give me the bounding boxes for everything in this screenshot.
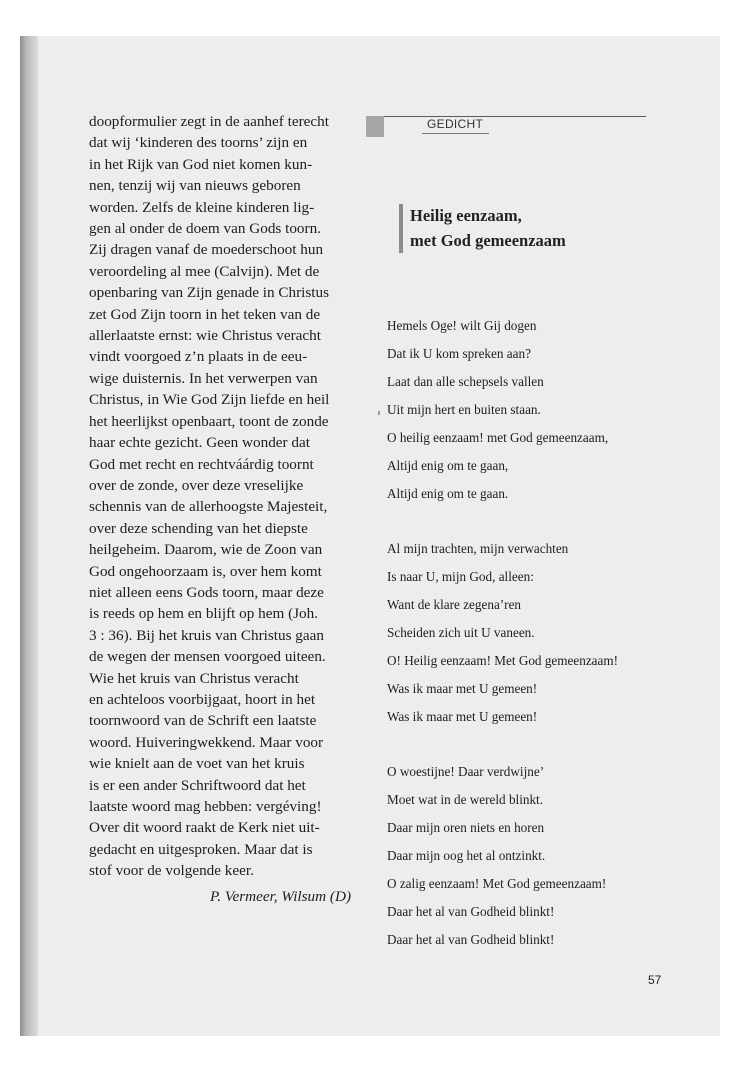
article-body-text: doopformulier zegt in de aanhef terecht dat wij ‘kinderen des toorns’ zijn en in het Rijk van God niet komen kun- nen, tenzij wij van nieuws geboren worden. Zelfs de kleine kinderen lig- gen al onder de doem van Gods toorn. Zij dragen vanaf de moederschoot hun veroordeling al mee (Calvijn). Met de openbaring van Zijn genade in Christus zet God Zijn toorn in het teken van de allerlaatste ernst: wie Christus veracht vindt voorgoed z’n plaats in de eeu- wige duisternis. In het verwerpen van Christus, in Wie God Zijn liefde en heil het heerlijkst openbaart, toont de zonde haar echte gezicht. Geen wonder dat God met recht en rechtváárdig toornt over de zonde, over deze vreselijke schennis van de allerhoogste Majesteit, over deze schending van het diepste heilgeheim. Daarom, wie de Zoon van God ongehoorzaam is, over hem komt niet alleen eens Gods toorn, maar deze is reeds op hem en blijft op hem (Joh. 3 : 36). Bij het kruis van Christus gaan de wegen der mensen voorgoed uiteen. Wie het kruis van Christus veracht en achteloos voorbijgaat, hoort in het toornwoord van de Schrift een laatste woord. Huiveringwekkend. Maar voor wie knielt aan de voet van het kruis is er een ander Schriftwoord dat het laatste woord mag hebben: vergéving! Over dit woord raakt de Kerk niet uit- gedacht en uitgesproken. Maar dat is stof voor de volgende keer. — [89, 113, 330, 880]
poem-line: Dat ik U kom spreken aan? — [387, 346, 531, 361]
poem-line: O woestijne! Daar verdwijne’ — [387, 764, 545, 779]
section-label: GEDICHT — [427, 117, 484, 131]
poem-body — [387, 316, 677, 985]
poem-title-line-1: Heilig eenzaam, — [410, 206, 522, 225]
poem-line: Laat dan alle schepsels vallen — [387, 374, 544, 389]
book-spine-shadow — [20, 36, 38, 1036]
poem-line: Was ik maar met U gemeen! — [387, 681, 538, 696]
poem-line: Daar het al van Godheid blinkt! — [387, 932, 555, 947]
poem-line: Altijd enig om te gaan, — [387, 458, 509, 473]
poem-stanza-3 — [387, 762, 677, 958]
poem-line: Uit mijn hert en buiten staan. — [387, 402, 541, 417]
article-author: P. Vermeer, Wilsum (D) — [209, 887, 351, 905]
title-accent-bar — [399, 204, 403, 253]
poem-stanza-2 — [387, 539, 677, 735]
poem-line: Daar het al van Godheid blinkt! — [387, 904, 555, 919]
poem-line: Want de klare zegena’ren — [387, 597, 522, 612]
poem-line: O zalig eenzaam! Met God gemeenzaam! — [387, 876, 607, 891]
poem-line: Is naar U, mijn God, alleen: — [387, 569, 534, 584]
scan-speck — [378, 411, 380, 415]
poem-title — [410, 203, 566, 253]
page-number: 57 — [648, 973, 662, 987]
poem-line: O heilig eenzaam! met God gemeenzaam, — [387, 430, 609, 445]
poem-line: O! Heilig eenzaam! Met God gemeenzaam! — [387, 653, 619, 668]
poem-line: Altijd enig om te gaan. — [387, 486, 509, 501]
poem-title-line-2: met God gemeenzaam — [410, 231, 566, 250]
poem-line: Daar mijn oog het al ontzinkt. — [387, 848, 546, 863]
poem-line: Was ik maar met U gemeen! — [387, 709, 538, 724]
section-rule — [384, 116, 646, 117]
section-marker-block — [366, 116, 384, 137]
poem-line: Daar mijn oren niets en horen — [387, 820, 545, 835]
section-label-underline — [422, 133, 489, 134]
article-column — [89, 111, 351, 907]
poem-line: Hemels Oge! wilt Gij dogen — [387, 318, 537, 333]
poem-line: Moet wat in de wereld blinkt. — [387, 792, 544, 807]
poem-stanza-1 — [387, 316, 677, 512]
poem-line: Al mijn trachten, mijn verwachten — [387, 541, 569, 556]
poem-line: Scheiden zich uit U vaneen. — [387, 625, 535, 640]
